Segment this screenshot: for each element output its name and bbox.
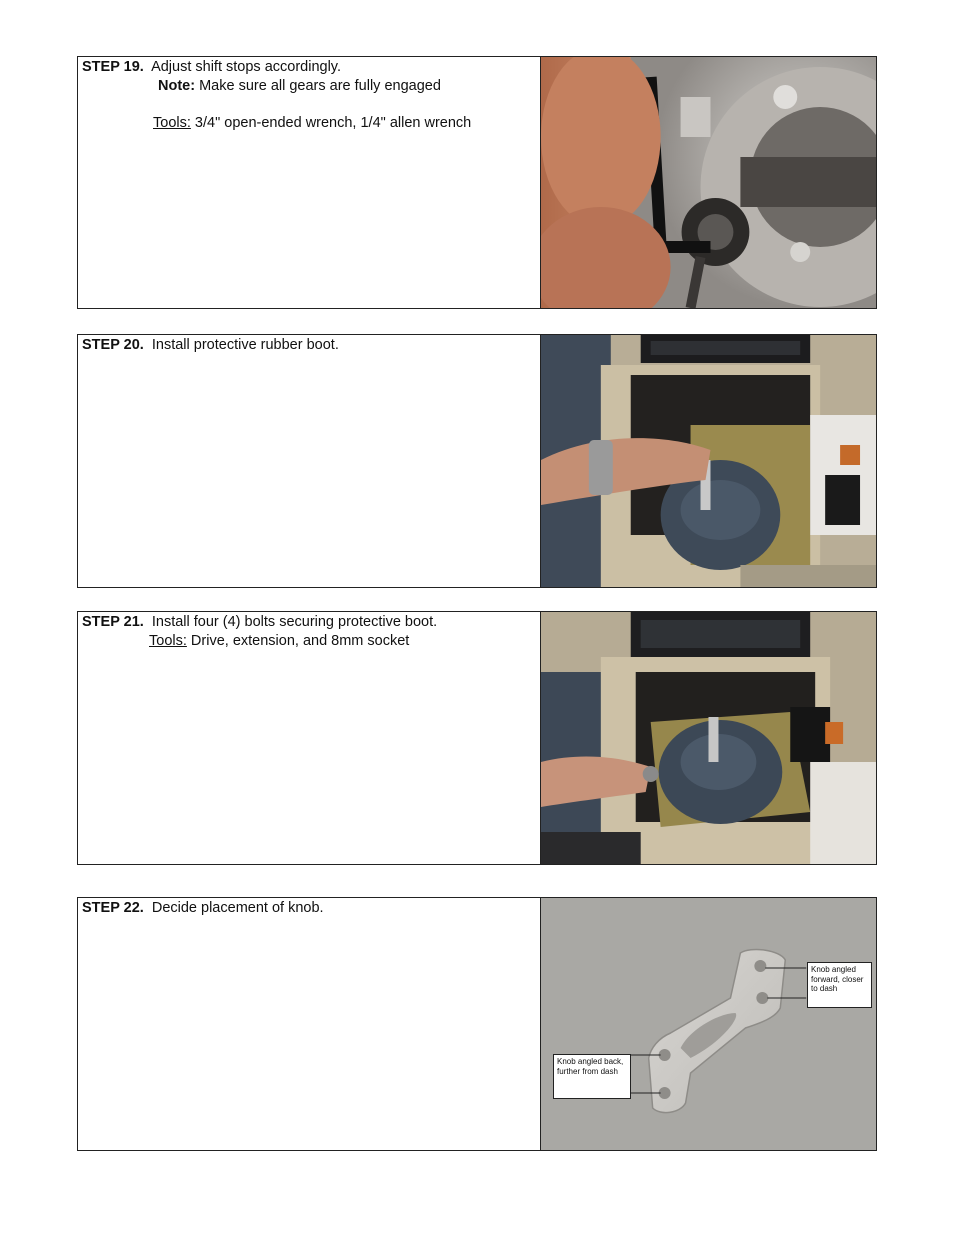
step-19-box — [77, 56, 877, 309]
step-22-photo — [541, 898, 876, 1150]
step-20-instruction: Install protective rubber boot. — [151, 337, 339, 353]
step-22-instruction: Decide placement of knob. — [151, 900, 324, 916]
step-19-instruction: Adjust shift stops accordingly. — [151, 59, 341, 75]
step-22-label: STEP 22. — [82, 900, 144, 916]
step-21-instruction: Install four (4) bolts securing protective boot. — [151, 614, 438, 630]
step-21-label: STEP 21. — [82, 614, 144, 630]
step-21-tools-text: Drive, extension, and 8mm socket — [190, 633, 410, 649]
step-19-tools-label: Tools: — [153, 115, 191, 131]
step-20-photo — [541, 335, 876, 587]
step-21-tools-label: Tools: — [149, 633, 187, 649]
step-19-note-label: Note: — [158, 78, 196, 94]
step-22-box — [77, 897, 877, 1151]
callout-knob-forward: Knob angled forward, closer to dash — [807, 962, 872, 1008]
step-19-tools-text: 3/4" open-ended wrench, 1/4" allen wrench — [194, 115, 472, 131]
step-21-box — [77, 611, 877, 865]
step-20-label: STEP 20. — [82, 337, 144, 353]
step-19-note-text: Make sure all gears are fully engaged — [199, 78, 441, 94]
step-21-text — [78, 612, 541, 864]
callout-knob-back: Knob angled back, further from dash — [553, 1054, 631, 1099]
step-21-photo — [541, 612, 876, 864]
step-22-text — [78, 898, 541, 1150]
step-19-label: STEP 19. — [82, 59, 144, 75]
step-19-photo — [541, 57, 876, 308]
step-20-text — [78, 335, 541, 587]
step-20-box — [77, 334, 877, 588]
step-19-text — [78, 57, 541, 308]
